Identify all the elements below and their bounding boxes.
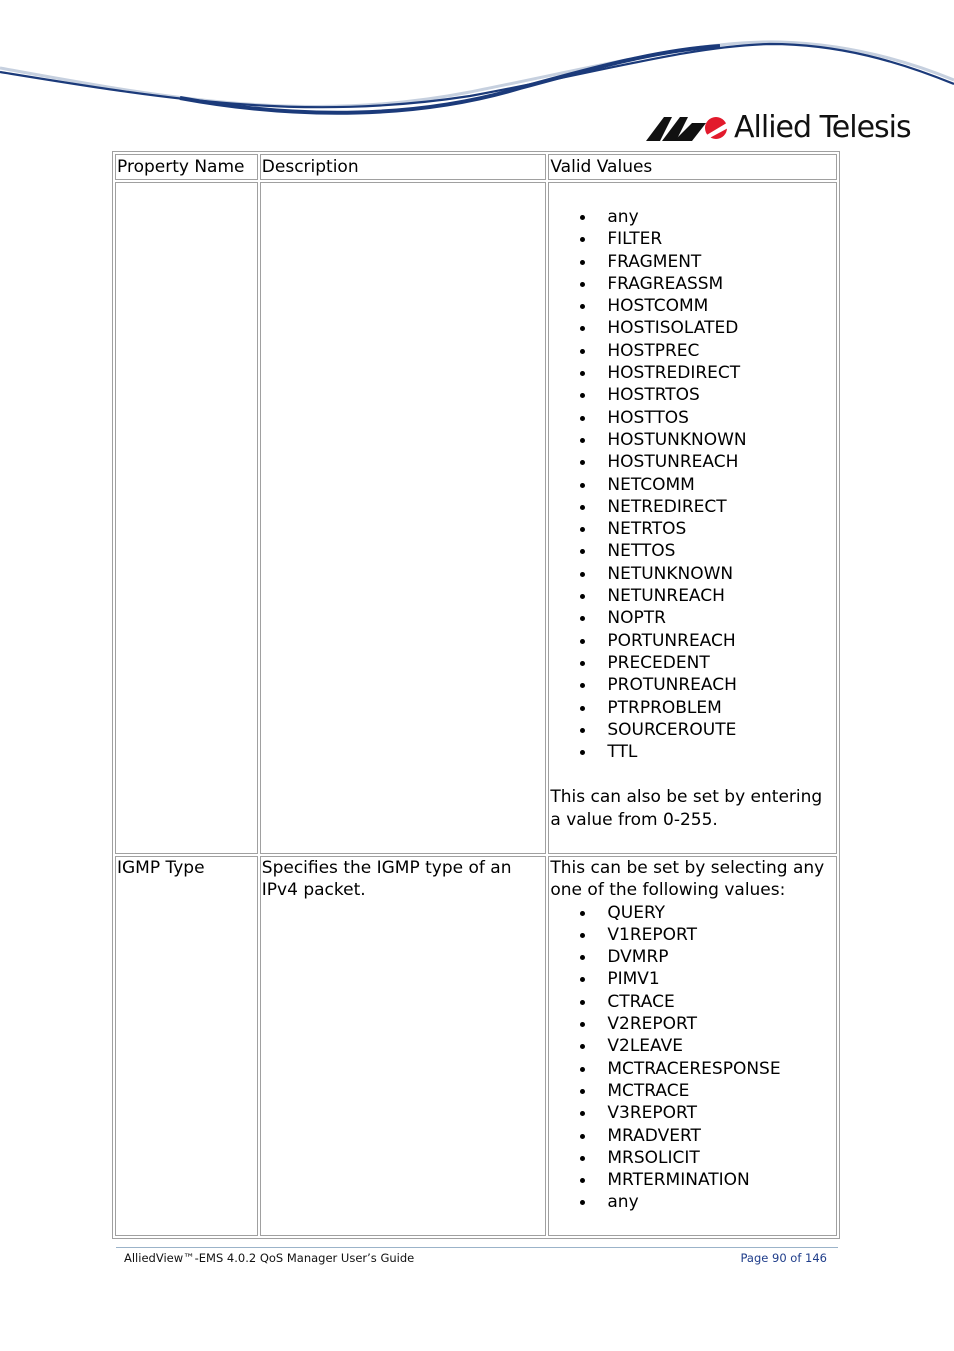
list-item: V1REPORT bbox=[550, 924, 836, 946]
list-item: HOSTISOLATED bbox=[550, 317, 836, 339]
list-item: NETRTOS bbox=[550, 518, 836, 540]
list-item: HOSTPREC bbox=[550, 340, 836, 362]
list-item: FRAGREASSM bbox=[550, 273, 836, 295]
header-valid-values: Valid Values bbox=[548, 154, 837, 180]
property-name-cell bbox=[115, 182, 258, 854]
list-item: HOSTREDIRECT bbox=[550, 362, 836, 384]
list-item: NETCOMM bbox=[550, 474, 836, 496]
property-name-cell: IGMP Type bbox=[115, 856, 258, 1236]
list-item: NETTOS bbox=[550, 540, 836, 562]
description-cell: Specifies the IGMP type of an IPv4 packet. bbox=[260, 856, 547, 1236]
brand-logo bbox=[646, 108, 911, 148]
list-item: NETUNREACH bbox=[550, 585, 836, 607]
allied-telesis-logo-icon bbox=[646, 113, 730, 143]
list-item: DVMRP bbox=[550, 946, 836, 968]
list-item: MRADVERT bbox=[550, 1125, 836, 1147]
list-item: V3REPORT bbox=[550, 1102, 836, 1124]
properties-table bbox=[112, 151, 840, 1239]
list-item: HOSTCOMM bbox=[550, 295, 836, 317]
brand-name: Allied Telesis bbox=[734, 110, 911, 145]
list-item: HOSTUNKNOWN bbox=[550, 429, 836, 451]
list-item: QUERY bbox=[550, 902, 836, 924]
valid-values-list bbox=[550, 206, 836, 763]
list-item: MRTERMINATION bbox=[550, 1169, 836, 1191]
header-property-name: Property Name bbox=[115, 154, 258, 180]
header-description: Description bbox=[260, 154, 547, 180]
list-item: NETUNKNOWN bbox=[550, 563, 836, 585]
list-item: PRECEDENT bbox=[550, 652, 836, 674]
list-item: PIMV1 bbox=[550, 968, 836, 990]
footer-page-number: Page 90 of 146 bbox=[740, 1251, 827, 1265]
list-item: SOURCEROUTE bbox=[550, 719, 836, 741]
list-item: PTRPROBLEM bbox=[550, 697, 836, 719]
list-item: HOSTRTOS bbox=[550, 384, 836, 406]
list-item: MRSOLICIT bbox=[550, 1147, 836, 1169]
list-item: MCTRACERESPONSE bbox=[550, 1058, 836, 1080]
footer-guide-title: AlliedView™-EMS 4.0.2 QoS Manager User’s Guide bbox=[124, 1251, 415, 1265]
valid-values-intro: This can be set by selecting any one of the following values: bbox=[550, 858, 825, 901]
valid-values-cell bbox=[548, 182, 837, 854]
list-item: PROTUNREACH bbox=[550, 674, 836, 696]
header-swoosh bbox=[0, 0, 954, 125]
list-item: NOPTR bbox=[550, 607, 836, 629]
list-item: MCTRACE bbox=[550, 1080, 836, 1102]
table-row bbox=[115, 856, 837, 1236]
valid-values-note: This can also be set by entering a value from 0-255. bbox=[550, 787, 823, 830]
table-header-row bbox=[115, 154, 837, 180]
list-item: NETREDIRECT bbox=[550, 496, 836, 518]
valid-values-list bbox=[550, 902, 836, 1214]
list-item: V2REPORT bbox=[550, 1013, 836, 1035]
list-item: PORTUNREACH bbox=[550, 630, 836, 652]
list-item: any bbox=[550, 206, 836, 228]
list-item: HOSTUNREACH bbox=[550, 451, 836, 473]
list-item: any bbox=[550, 1191, 836, 1213]
list-item: TTL bbox=[550, 741, 836, 763]
valid-values-cell bbox=[548, 856, 837, 1236]
footer-divider bbox=[116, 1247, 838, 1248]
list-item: HOSTTOS bbox=[550, 407, 836, 429]
list-item: FILTER bbox=[550, 228, 836, 250]
list-item: V2LEAVE bbox=[550, 1035, 836, 1057]
description-cell bbox=[260, 182, 547, 854]
list-item: FRAGMENT bbox=[550, 251, 836, 273]
table-row bbox=[115, 182, 837, 854]
list-item: CTRACE bbox=[550, 991, 836, 1013]
